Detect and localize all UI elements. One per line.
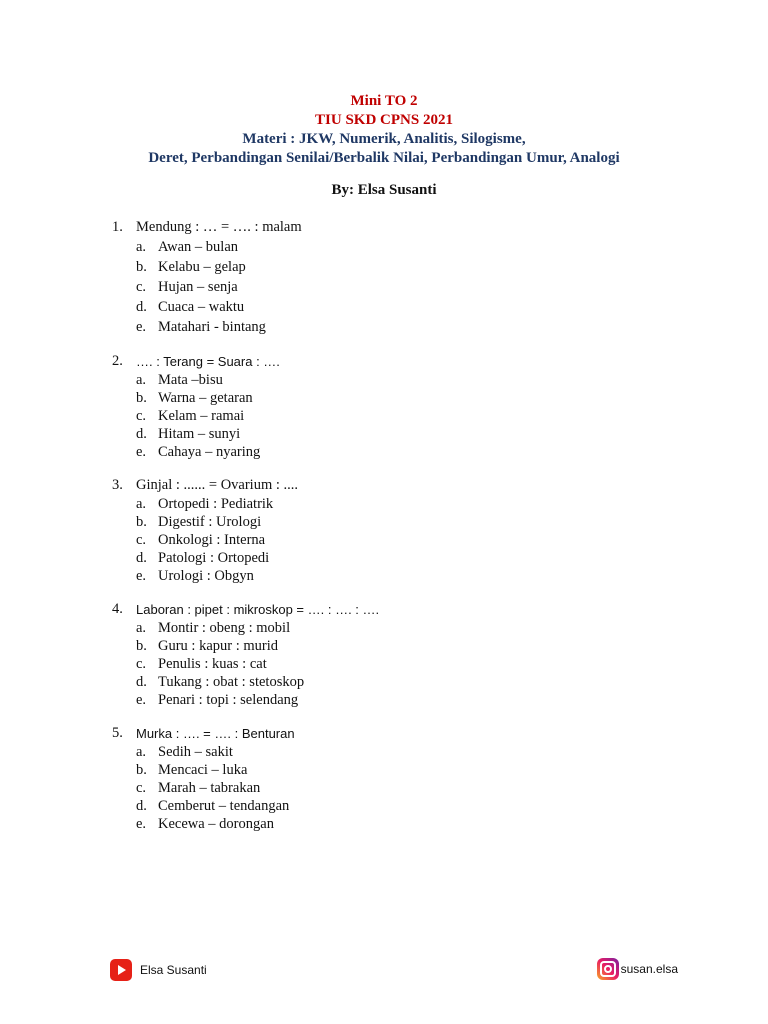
question-stem [112,218,672,237]
document-header [0,92,768,168]
youtube-icon [110,959,132,981]
question-text: Murka : …. = …. : Benturan [136,726,295,741]
question-number: 3. [112,477,123,493]
youtube-channel-name: Elsa Susanti [140,963,207,977]
question-4 [112,600,672,709]
option-c: c. Kelam – ramai [136,408,245,424]
question-number: 4. [112,601,123,617]
doc-topics-line2: Deret, Perbandingan Senilai/Berbalik Nilai, Perbandingan Umur, Analogi [148,150,620,166]
footer-youtube [110,959,207,981]
question-text: Laboran : pipet : mikroskop = …. : …. : …. [136,602,380,617]
option-b: b. Kelabu – gelap [136,259,246,275]
option-c: c. Marah – tabrakan [136,780,261,796]
option-d: d. Hitam – sunyi [136,426,241,442]
instagram-icon [597,958,619,980]
doc-title: Mini TO 2 [350,93,418,109]
option-a: a. Awan – bulan [136,239,239,255]
question-list [112,218,672,848]
option-b: b. Mencaci – luka [136,762,248,778]
option-e: e. Urologi : Obgyn [136,568,254,584]
option-a: a. Ortopedi : Pediatrik [136,496,274,512]
question-5 [112,724,672,833]
question-3 [112,476,672,585]
option-e: e. Penari : topi : selendang [136,692,299,708]
question-stem [112,724,672,743]
option-a: a. Mata –bisu [136,372,223,388]
option-c: c. Onkologi : Interna [136,532,266,548]
question-stem [112,476,672,495]
option-d: d. Patologi : Ortopedi [136,550,270,566]
question-text: Mendung : … = …. : malam [136,219,302,235]
option-b: b. Warna – getaran [136,390,253,406]
option-c: c. Penulis : kuas : cat [136,656,267,672]
doc-topics-line1: Materi : JKW, Numerik, Analitis, Silogisme, [242,131,526,147]
question-stem [112,352,672,371]
instagram-handle: susan.elsa [620,962,678,976]
option-e: e. Kecewa – dorongan [136,816,274,832]
option-a: a. Sedih – sakit [136,744,233,760]
option-list [136,371,672,461]
doc-author: By: Elsa Susanti [331,182,437,198]
question-number: 2. [112,353,123,369]
option-list [136,743,672,833]
question-text: …. : Terang = Suara : …. [136,354,280,369]
question-number: 5. [112,725,123,741]
option-c: c. Hujan – senja [136,279,238,295]
question-stem [112,600,672,619]
option-list [136,619,672,709]
option-list [136,495,672,585]
footer-instagram [597,958,678,980]
question-number: 1. [112,219,123,235]
question-1 [112,218,672,337]
option-b: b. Digestif : Urologi [136,514,262,530]
question-text: Ginjal : ...... = Ovarium : .... [136,477,299,493]
option-e: e. Matahari - bintang [136,319,266,335]
question-2 [112,352,672,461]
option-list [136,237,672,337]
option-b: b. Guru : kapur : murid [136,638,279,654]
option-e: e. Cahaya – nyaring [136,444,261,460]
option-d: d. Cemberut – tendangan [136,798,290,814]
option-d: d. Cuaca – waktu [136,299,245,315]
option-d: d. Tukang : obat : stetoskop [136,674,305,690]
option-a: a. Montir : obeng : mobil [136,620,291,636]
doc-subtitle: TIU SKD CPNS 2021 [315,112,453,128]
